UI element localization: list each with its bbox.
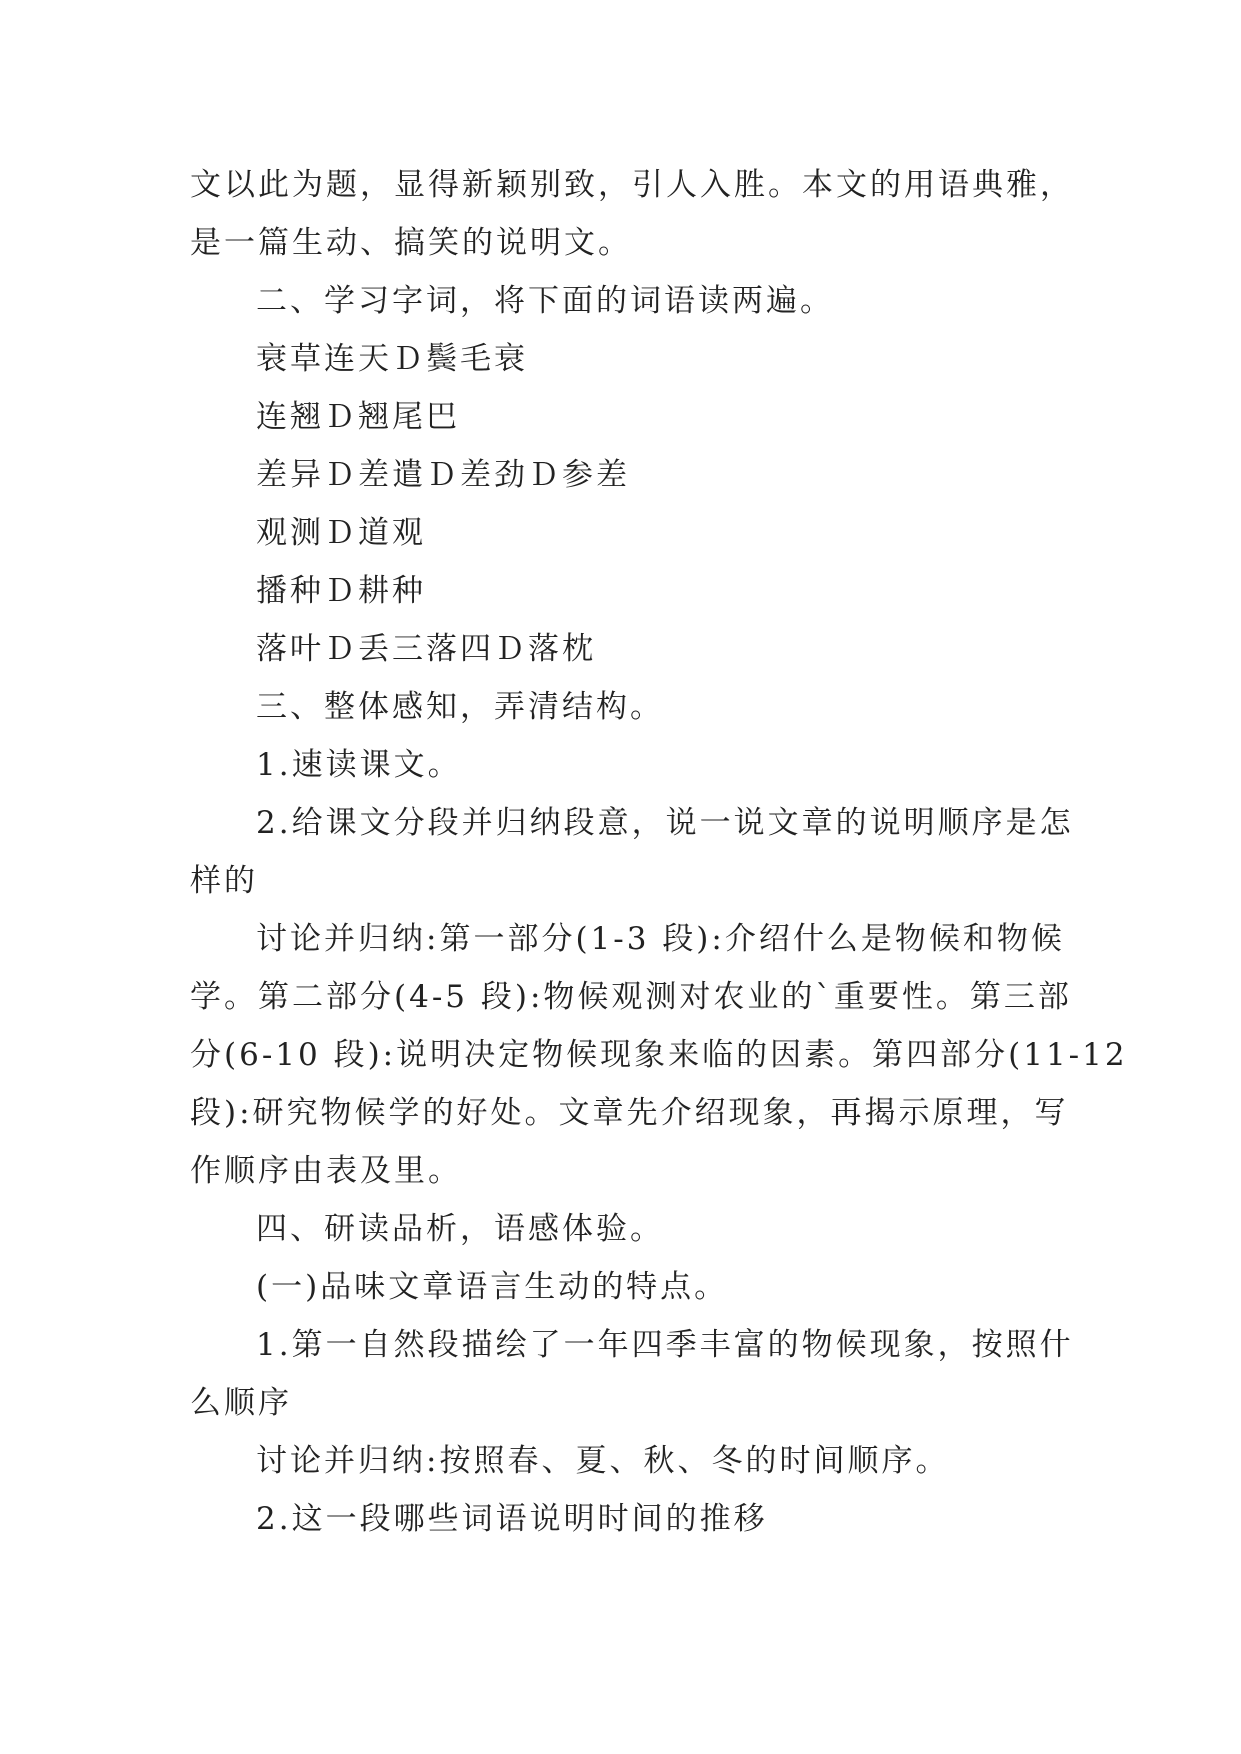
text-line: 样的	[190, 863, 258, 899]
text-line: 分(6-10 段):说明决定物候现象来临的因素。第四部分(11-12	[190, 1037, 1128, 1073]
text-line: 讨论并归纳:按照春、夏、秋、冬的时间顺序。	[256, 1443, 950, 1479]
text-line: 作顺序由表及里。	[190, 1153, 462, 1189]
text-line: 2.给课文分段并归纳段意，说一说文章的说明顺序是怎	[256, 805, 1074, 841]
text-line: 么顺序	[190, 1385, 292, 1421]
text-line: 是一篇生动、搞笑的说明文。	[190, 225, 632, 261]
vocab-line: 观测Ｄ道观	[256, 515, 426, 551]
vocab-line: 落叶Ｄ丢三落四Ｄ落枕	[256, 631, 596, 667]
text-line: 讨论并归纳:第一部分(1-3 段):介绍什么是物候和物候	[256, 921, 1065, 957]
subsection-heading: (一)品味文章语言生动的特点。	[256, 1269, 729, 1305]
text-line: 段):研究物候学的好处。文章先介绍现象，再揭示原理，写	[190, 1095, 1069, 1131]
section-heading: 三、整体感知，弄清结构。	[256, 689, 664, 725]
text-line: 1.第一自然段描绘了一年四季丰富的物候现象，按照什	[256, 1327, 1074, 1363]
vocab-line: 播种Ｄ耕种	[256, 573, 426, 609]
vocab-line: 衰草连天Ｄ鬓毛衰	[256, 341, 528, 377]
document-body	[190, 156, 1128, 1548]
text-line: 学。第二部分(4-5 段):物候观测对农业的`重要性。第三部	[190, 979, 1072, 1015]
section-heading: 四、研读品析，语感体验。	[256, 1211, 664, 1247]
text-line: 文以此为题，显得新颖别致，引人入胜。本文的用语典雅，	[190, 167, 1074, 203]
vocab-line: 连翘Ｄ翘尾巴	[256, 399, 460, 435]
text-line: 2.这一段哪些词语说明时间的推移	[256, 1501, 768, 1537]
section-heading: 二、学习字词，将下面的词语读两遍。	[256, 283, 834, 319]
vocab-line: 差异Ｄ差遣Ｄ差劲Ｄ参差	[256, 457, 630, 493]
text-line: 1.速读课文。	[256, 747, 462, 783]
